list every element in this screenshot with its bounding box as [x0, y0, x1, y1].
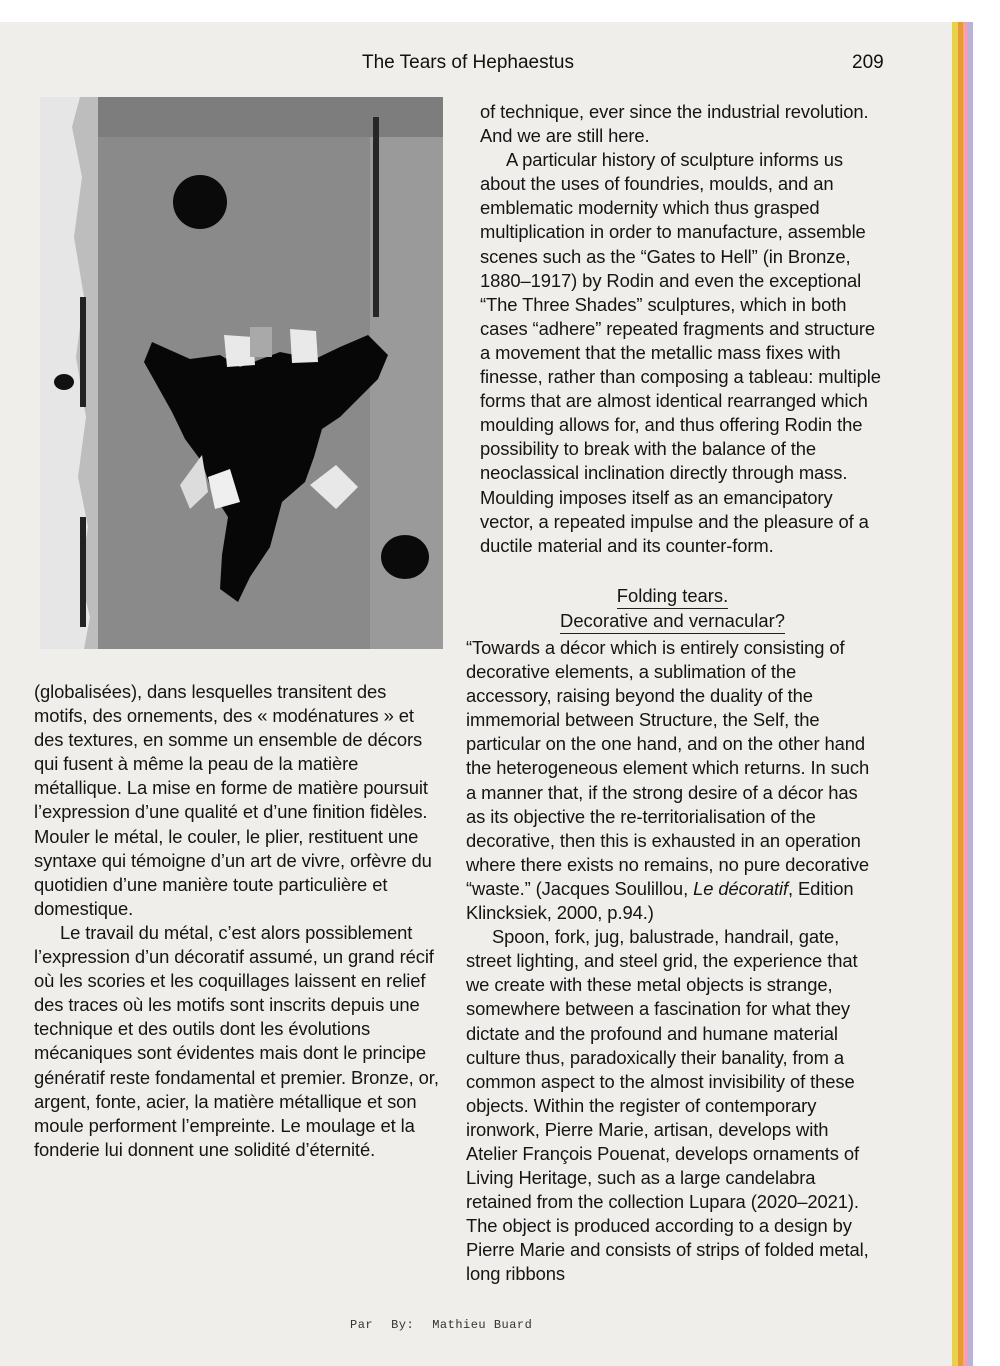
right-column-bottom [466, 636, 876, 1287]
sculpture-photo [40, 97, 443, 649]
footer-by: By: [391, 1318, 415, 1332]
quote-source: , Edition Klincksiek, 2000, p.94.) [466, 877, 854, 924]
right-paragraph-metal-objects: Spoon, fork, jug, balustrade, handrail, gate, street lighting, and steel grid, the experience that we create with these metal objects is strange, somewhere between a fascination for what they dictate and the profound and humane material culture thus, paradoxically their banality, from a common aspect to the almost invisibility of these objects. Within the register of contemporary ironwork, Pierre Marie, artisan, develops with Atelier François Pouenat, develops ornaments of Living Heritage, such as a large candelabra retained from the collection Lupara (2020–2021). The object is produced according to a design by Pierre Marie and consists of strips of folded metal, long ribbons [466, 926, 869, 1285]
quote-text: “Towards a décor which is entirely consisting of decorative elements, a sublimation of the accessory, raising beyond the duality of the immemorial between Structure, the Self, the particular on the one hand, and on the other hand the heterogeneous element which returns. In such a manner that, if the strong desire of a décor has as its objective the re-territorialisation of the decorative, then this is exhausted in an operation where there exists no remains, no pure decorative “waste.” (Jacques Soulillou, [466, 637, 870, 899]
running-title: The Tears of Hephaestus [362, 52, 574, 73]
quote-paragraph [466, 636, 876, 925]
right-paragraph-sculpture-history: A particular history of sculpture informs us about the uses of foundries, moulds, and an emblematic modernity which thus grasped multiplication in order to manufacture, assemble scenes such as the “Gates to Hell” (in Bronze, 1880–1917) by Rodin and even the exceptional “The Three Shades” sculptures, which in both cases “adhere” repeated fragments and structure a movement that the metallic mass fixes with finesse, rather than composing a tableau: multiple forms that are almost identical rearranged which moulding allows for, and thus offering Rodin the possibility to break with the balance of the neoclassical inclination directly through mass. Moulding imposes itself as an emancipatory vector, a repeated impulse and the pleasure of a ductile material and its counter-form. [480, 149, 881, 556]
left-paragraph-french-1: (globalisées), dans lesquelles transitent des motifs, des ornements, des « modénatures » et des textures, en somme un ensemble de décors qui fusent à même la peau de la matière métallique. La mise en forme de matière poursuit l’expression d’une qualité et d’une finition fidèles. Mouler le métal, le couler, le plier, restituent une syntaxe qui témoigne d’un art de vivre, orfèvre du quotidien d’une manière toute particulière et domestique. [34, 681, 432, 919]
page-number: 209 [852, 52, 884, 73]
section-heading [550, 584, 795, 634]
section-heading-line-2: Decorative and vernacular? [560, 609, 785, 634]
page-footer [350, 1318, 550, 1332]
left-column-bottom [34, 680, 444, 1162]
quote-book-title: Le décoratif [693, 877, 788, 899]
right-paragraph-continued: of technique, ever since the industrial revolution. And we are still here. [480, 101, 869, 147]
footer-par: Par [350, 1318, 374, 1332]
scan-margin [973, 22, 1000, 1366]
sculpture-photo-drawing [40, 97, 443, 649]
footer-author: Mathieu Buard [432, 1318, 533, 1332]
right-column-top [480, 100, 890, 558]
section-heading-line-1: Folding tears. [617, 584, 728, 609]
left-paragraph-french-2: Le travail du métal, c’est alors possiblement l’expression d’un décoratif assumé, un grand récif où les scories et les coquillages laissent en relief des traces où les motifs sont inscrits depuis une technique et des outils dont les évolutions mécaniques sont évidentes mais dont le principe génératif reste fondamental et premier. Bronze, or, argent, fonte, acier, la matière métallique et son moule performent l’empreinte. Le moulage et la fonderie lui donnent une solidité d’éternité. [34, 921, 439, 1160]
